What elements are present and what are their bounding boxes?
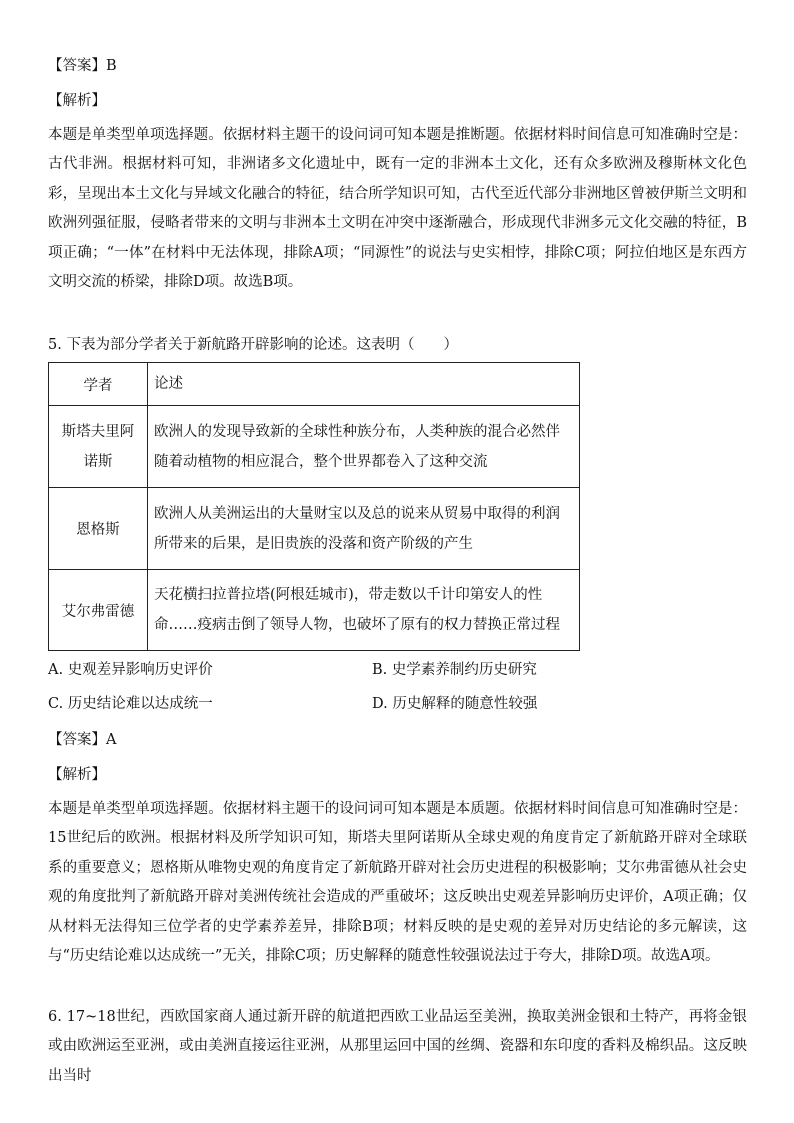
q5-table [48, 362, 580, 651]
q5-answer: 【答案】A [48, 732, 117, 748]
q4-analysis-label: 【解析】 [48, 93, 106, 109]
statement-cell: 欧洲人从美洲运出的大量财宝以及总的说来从贸易中取得的利润所带来的后果，是旧贵族的没落和资产阶级的产生 [148, 488, 580, 570]
option-c: C. 历史结论难以达成统一 [48, 696, 213, 712]
q4-answer: 【答案】B [48, 58, 117, 74]
table-row [49, 488, 580, 570]
q6-stem: 6. 17~18世纪，西欧国家商人通过新开辟的航道把西欧工业品运至美洲，换取美洲金银和土特产，再将金银或由欧洲运至亚洲，或由美洲直接运往亚洲，从那里运回中国的丝绸、瓷器和东印度的香料及棉织品。这反映出当时 [48, 1009, 747, 1084]
statement-cell: 天花横扫拉普拉塔(阿根廷城市)，带走数以千计印第安人的性命……疫病击倒了领导人物，也破坏了原有的权力替换正常过程 [148, 570, 580, 651]
q5-analysis-label: 【解析】 [48, 767, 106, 783]
table-header-row [49, 363, 580, 406]
option-a: A. 史观差异影响历史评价 [48, 662, 213, 678]
scholar-cell: 恩格斯 [49, 488, 148, 570]
q5-analysis-text: 本题是单类型单项选择题。依据材料主题干的设问词可知本题是本质题。依据材料时间信息可知准确时空是：15世纪后的欧洲。根据材料及所学知识可知，斯塔夫里阿诺斯从全球史观的角度肯定了新航路开辟对全球联系的重要意义；恩格斯从唯物史观的角度肯定了新航路开辟对社会历史进程的积极影响；艾尔弗雷德从社会史观的角度批判了新航路开辟对美洲传统社会造成的严重破坏；这反映出史观差异影响历史评价，A项正确；仅从材料无法得知三位学者的史学素养差异，排除B项；材料反映的是史观的差异对历史结论的多元解读，这与“历史结论难以达成统一”无关，排除C项；历史解释的随意性较强说法过于夸大，排除D项。故选A项。 [48, 801, 747, 965]
header-statement: 论述 [148, 363, 580, 406]
q4-analysis-text: 本题是单类型单项选择题。依据材料主题干的设问词可知本题是推断题。依据材料时间信息可知准确时空是：古代非洲。根据材料可知，非洲诸多文化遗址中，既有一定的非洲本土文化，还有众多欧洲及穆斯林文化色彩，呈现出本土文化与异域文化融合的特征，结合所学知识可知，古代至近代部分非洲地区曾被伊斯兰文明和欧洲列强征服，侵略者带来的文明与非洲本土文明在冲突中逐渐融合，形成现代非洲多元文化交融的特征，B项正确；“一体”在材料中无法体现，排除A项；“同源性”的说法与史实相悖，排除C项；阿拉伯地区是东西方文明交流的桥梁，排除D项。故选B项。 [48, 127, 747, 291]
scholar-cell: 斯塔夫里阿诺斯 [49, 406, 148, 488]
q5-stem: 5. 下表为部分学者关于新航路开辟影响的论述。这表明（ ） [48, 337, 458, 353]
table-row [49, 570, 580, 651]
header-scholar: 学者 [49, 363, 148, 406]
option-d: D. 历史解释的随意性较强 [372, 696, 538, 712]
option-b: B. 史学素养制约历史研究 [372, 662, 537, 678]
table-row [49, 406, 580, 488]
scholar-cell: 艾尔弗雷德 [49, 570, 148, 651]
statement-cell: 欧洲人的发现导致新的全球性种族分布，人类种族的混合必然伴随着动植物的相应混合，整个世界都卷入了这种交流 [148, 406, 580, 488]
